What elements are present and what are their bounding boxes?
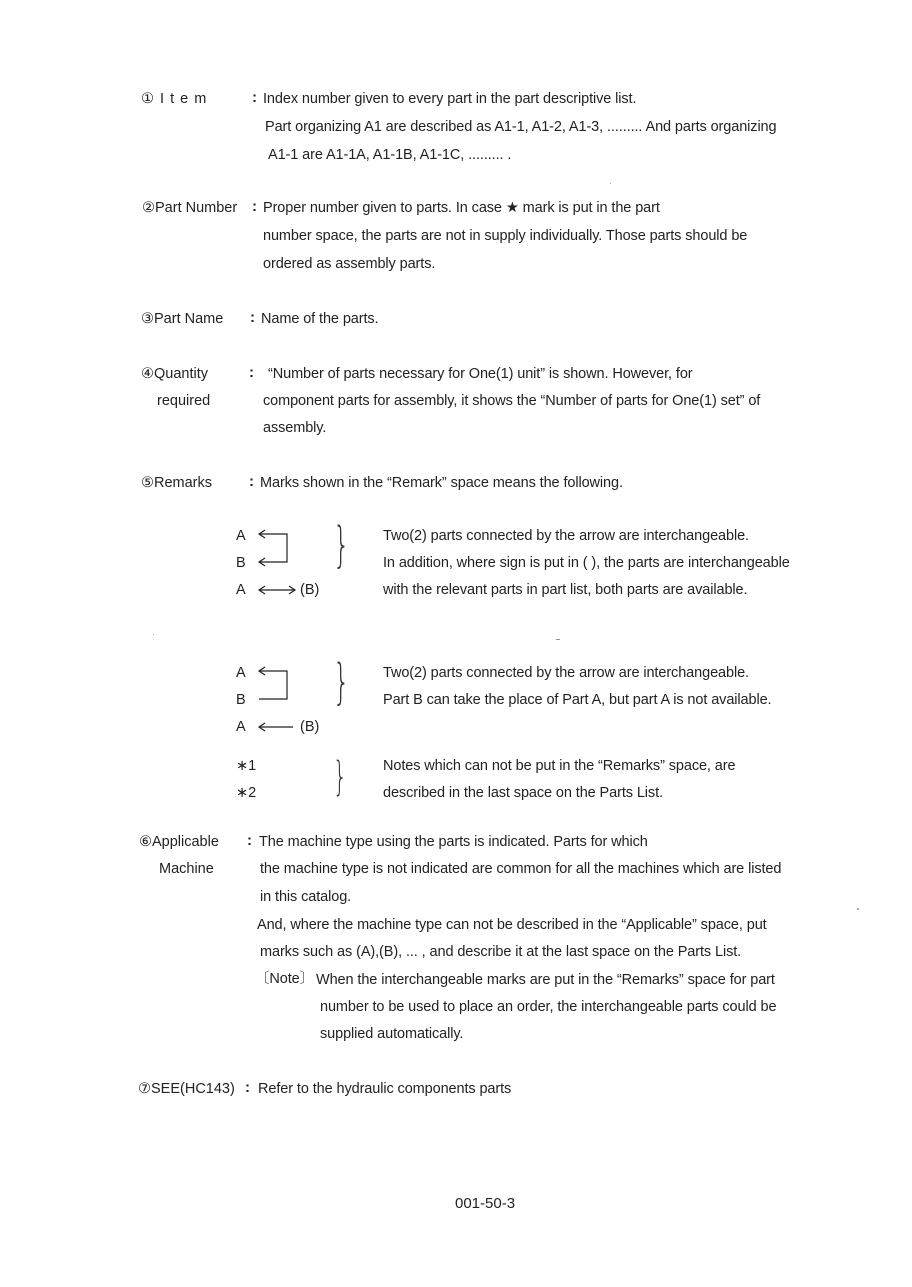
left-arrow-icon [257,721,297,733]
item-colon: : [245,1079,250,1096]
item-colon: : [249,473,254,490]
item-label-quantity-sub: required [157,393,211,409]
remark-description-line: Notes which can not be put in the “Remarks” space, are [383,758,736,774]
note-line: When the interchangeable marks are put in the “Remarks” space for part [316,972,775,988]
item-colon: : [247,832,252,849]
scan-speck [857,908,859,910]
double-arrow-icon [257,584,297,596]
item-description-line: marks such as (A),(B), ... , and describe it at the last space on the Parts List. [260,944,742,960]
note-label: 〔Note〕 [255,971,315,987]
item-label-see-hc143: ⑦SEE(HC143) [138,1081,235,1097]
item-description-line: the machine type is not indicated are common for all the machines which are listed [260,861,782,877]
remark-mark: B [236,555,246,571]
right-brace-icon: } [333,754,347,800]
scan-speck [556,639,560,640]
item-colon: : [250,309,255,326]
page-number: 001-50-3 [455,1195,516,1212]
item-description-line: component parts for assembly, it shows the “Number of parts for One(1) set” of [263,393,761,409]
item-description-line: “Number of parts necessary for One(1) unit” is shown. However, for [268,366,693,382]
note-line: number to be used to place an order, the interchangeable parts could be [320,999,777,1015]
item-colon: : [252,198,257,215]
remark-mark: A [236,528,246,544]
item-label-applicable: ⑥Applicable [139,834,219,850]
item-description-line: A1-1 are A1-1A, A1-1B, A1-1C, ......... . [268,147,512,163]
item-description-line: And, where the machine type can not be described in the “Applicable” space, put [257,917,767,933]
item-label-quantity: ④Quantity [141,366,208,382]
note-line: supplied automatically. [320,1026,464,1042]
remark-description-line: In addition, where sign is put in ( ), the parts are interchangeable [383,555,790,571]
item-label-remarks: ⑤Remarks [141,475,213,491]
remark-description-line: Two(2) parts connected by the arrow are interchangeable. [383,665,749,681]
scan-speck [153,634,154,635]
remark-mark: B [236,692,246,708]
remark-paren-mark: (B) [300,582,320,598]
item-colon: : [252,89,257,106]
remark-mark: A [236,582,246,598]
remark-mark: A [236,665,246,681]
item-description-line: Refer to the hydraulic components parts [258,1081,512,1097]
right-brace-icon: } [333,517,350,573]
remark-paren-mark: (B) [300,719,320,735]
one-way-arrow-icon [257,663,297,703]
remark-mark: ∗2 [236,785,257,801]
item-description-line: Marks shown in the “Remark” space means the following. [260,475,623,491]
scan-speck [610,183,611,184]
item-colon: : [249,364,254,381]
item-description-line: ordered as assembly parts. [263,256,436,272]
remark-mark: A [236,719,246,735]
remark-description-line: Part B can take the place of Part A, but part A is not available. [383,692,772,708]
remark-description-line: with the relevant parts in part list, both parts are available. [383,582,748,598]
item-description-line: assembly. [263,420,327,436]
item-label-item: ① I t e m [141,91,208,107]
remark-mark: ∗1 [236,758,257,774]
interchange-arrow-icon [257,526,297,566]
item-description-line: The machine type using the parts is indicated. Parts for which [259,834,648,850]
item-description-line: number space, the parts are not in supply individually. Those parts should be [263,228,748,244]
item-label-applicable-sub: Machine [159,861,214,877]
item-label-part-name: ③Part Name [141,311,224,327]
remark-description-line: Two(2) parts connected by the arrow are interchangeable. [383,528,749,544]
item-description-line: in this catalog. [260,889,352,905]
item-description-line: Name of the parts. [261,311,379,327]
right-brace-icon: } [333,654,350,710]
item-label-part-number: ②Part Number [142,200,238,216]
item-description-line: Index number given to every part in the part descriptive list. [263,91,637,107]
item-description-line: Proper number given to parts. In case ★ mark is put in the part [263,200,660,216]
remark-description-line: described in the last space on the Parts List. [383,785,663,801]
item-description-line: Part organizing A1 are described as A1-1, A1-2, A1-3, ......... And parts organizing [265,119,777,135]
